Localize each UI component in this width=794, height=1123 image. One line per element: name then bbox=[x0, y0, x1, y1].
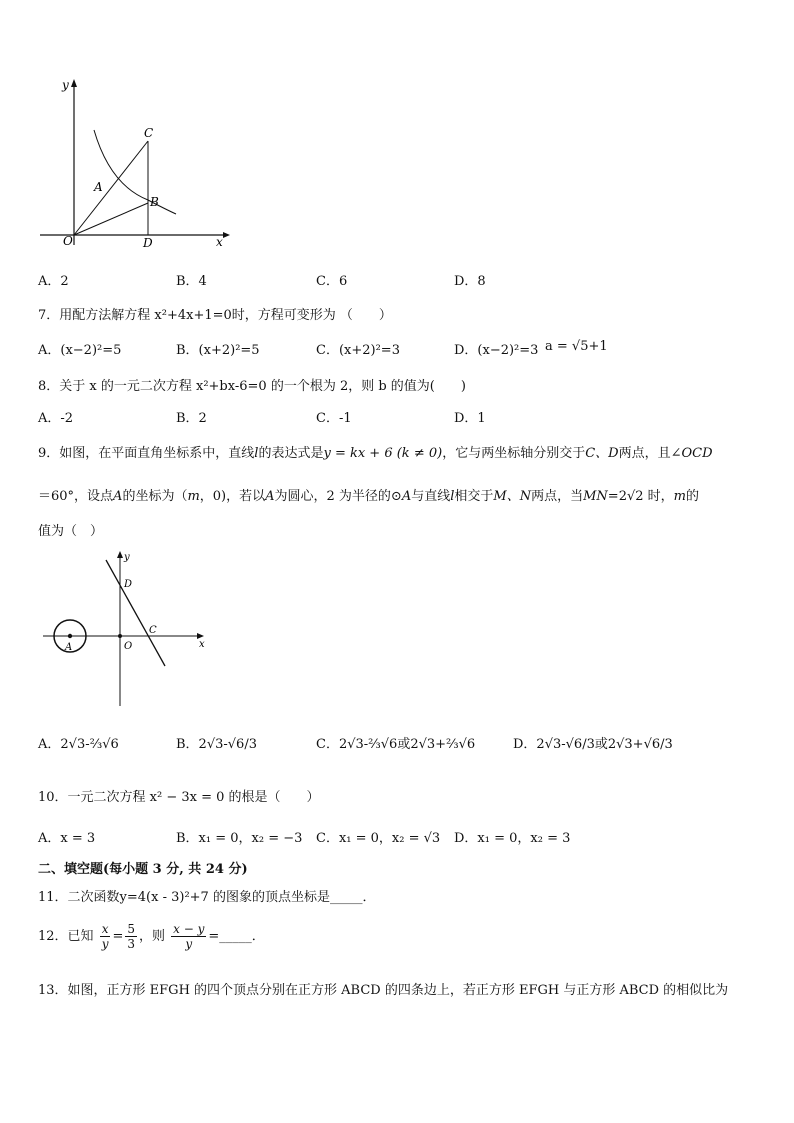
q9-point-a: A bbox=[401, 489, 412, 504]
q6-option-a[interactable]: A．2 bbox=[38, 274, 69, 289]
q12-fraction-x-over-y bbox=[100, 922, 111, 951]
q9-text: 的 bbox=[685, 489, 699, 504]
q9-points-cd: C、D bbox=[585, 446, 619, 461]
q9-line-2 bbox=[38, 485, 699, 504]
q12-text: ，则 bbox=[139, 929, 166, 944]
q9-var-m: m bbox=[187, 489, 200, 504]
q7-option-a[interactable]: A．(x−2)²=5 bbox=[38, 343, 122, 358]
fig1-label-c: C bbox=[144, 126, 154, 140]
q9-text: 相交于 bbox=[454, 489, 494, 504]
figure-hyperbola-triangle bbox=[30, 75, 230, 255]
q12-numerator: x bbox=[101, 922, 109, 936]
q8-stem: 8．关于 x 的一元二次方程 x²+bx-6=0 的一个根为 2，则 b 的值为( ) bbox=[38, 379, 466, 394]
q9-point-a: A bbox=[113, 489, 123, 504]
q6-option-d[interactable]: D．8 bbox=[454, 274, 486, 289]
q9-text: 两点，且∠ bbox=[618, 446, 682, 461]
fig1-label-d: D bbox=[143, 236, 153, 250]
q9-var-l: l bbox=[254, 446, 259, 461]
q6-option-c[interactable]: C．6 bbox=[316, 274, 348, 289]
q7-option-c[interactable]: C．(x+2)²=3 bbox=[316, 343, 400, 358]
q9-option-d[interactable]: D．2√3-√6/3或2√3+√6/3 bbox=[513, 737, 673, 752]
q7-extra-formula: a = √5+1 bbox=[545, 339, 608, 354]
q9-expression: y = kx + 6 (k ≠ 0) bbox=[323, 446, 443, 461]
fig1-label-b: B bbox=[150, 195, 159, 209]
q8-option-c[interactable]: C．-1 bbox=[316, 411, 352, 426]
q8-option-a[interactable]: A．-2 bbox=[38, 411, 74, 426]
fig1-label-a: A bbox=[94, 180, 103, 194]
q11-stem: 11．二次函数y=4(x - 3)²+7 的图象的顶点坐标是_____． bbox=[38, 890, 376, 905]
fig2-label-c: C bbox=[149, 625, 157, 636]
q9-text: =2√2 时， bbox=[607, 489, 674, 504]
q9-text: 的表达式是 bbox=[258, 446, 324, 461]
q8-option-d[interactable]: D．1 bbox=[454, 411, 486, 426]
q7-stem: 7．用配方法解方程 x²+4x+1=0时，方程可变形为 （ ） bbox=[38, 308, 392, 323]
q12-denominator: y bbox=[101, 937, 109, 951]
fig2-label-x: x bbox=[199, 639, 205, 650]
q9-points-mn: M、N bbox=[493, 489, 532, 504]
q12-denominator: 3 bbox=[127, 937, 136, 951]
q9-text: 为圆心，2 为半径的⊙ bbox=[274, 489, 402, 504]
q9-var-m: m bbox=[673, 489, 686, 504]
q10-option-d[interactable]: D．x₁ = 0，x₂ = 3 bbox=[454, 831, 571, 846]
fig2-label-o: O bbox=[124, 641, 133, 652]
q12-fraction-5-over-3 bbox=[125, 922, 137, 951]
q12-answer-blank[interactable]: =_____． bbox=[208, 929, 265, 944]
q7-option-b[interactable]: B．(x+2)²=5 bbox=[176, 343, 260, 358]
q12-fraction-target bbox=[171, 922, 206, 951]
q9-angle-ocd: OCD bbox=[681, 446, 713, 461]
q10-option-c[interactable]: C．x₁ = 0，x₂ = √3 bbox=[316, 831, 441, 846]
fig1-label-y: y bbox=[62, 78, 69, 92]
q12-stem: 12．已知 $\frac{x}{y}$ = $\frac{5}{3}$ ，则 $\frac{x - y}{y}$ =_____． bbox=[38, 922, 265, 951]
q9-line-3: 值为（ ） bbox=[38, 524, 104, 539]
q9-text: ，它与两坐标轴分别交于 bbox=[442, 446, 586, 461]
q9-text: 两点，当 bbox=[531, 489, 584, 504]
fig2-label-a: A bbox=[65, 642, 73, 653]
q9-point-a: A bbox=[265, 489, 275, 504]
q9-text: 的坐标为（ bbox=[122, 489, 188, 504]
q9-line-1 bbox=[38, 442, 713, 461]
q10-option-a[interactable]: A．x = 3 bbox=[38, 831, 96, 846]
q12-numerator: x − y bbox=[173, 922, 205, 936]
q10-stem: 10．一元二次方程 x² − 3x = 0 的根是（ ） bbox=[38, 790, 320, 805]
q9-mn: MN bbox=[583, 489, 608, 504]
q9-var-l: l bbox=[450, 489, 455, 504]
q9-option-c[interactable]: C．2√3-⅔√6或2√3+⅔√6 bbox=[316, 737, 476, 752]
q9-text: 9．如图，在平面直角坐标系中，直线 bbox=[38, 446, 255, 461]
fig1-label-x: x bbox=[216, 235, 223, 249]
q9-option-a[interactable]: A．2√3-⅔√6 bbox=[38, 737, 119, 752]
q9-text: 与直线 bbox=[411, 489, 451, 504]
section-heading-fill-blank: 二、填空题(每小题 3 分, 共 24 分) bbox=[38, 862, 248, 877]
q7-option-d[interactable]: D．(x−2)²=3 bbox=[454, 343, 539, 358]
q10-option-b[interactable]: B．x₁ = 0，x₂ = −3 bbox=[176, 831, 303, 846]
q8-option-b[interactable]: B．2 bbox=[176, 411, 207, 426]
fig1-label-o: O bbox=[63, 234, 73, 248]
q9-text: ，0)，若以 bbox=[199, 489, 266, 504]
q6-option-b[interactable]: B．4 bbox=[176, 274, 207, 289]
q9-text: ＝60°，设点 bbox=[38, 489, 114, 504]
q12-denominator: y bbox=[185, 937, 193, 951]
fig2-label-d: D bbox=[124, 579, 133, 590]
q9-option-b[interactable]: B．2√3-√6/3 bbox=[176, 737, 257, 752]
q12-numerator: 5 bbox=[127, 922, 136, 936]
fig2-label-y: y bbox=[124, 552, 130, 563]
q12-text: 12．已知 bbox=[38, 929, 94, 944]
q13-stem: 13．如图，正方形 EFGH 的四个顶点分别在正方形 ABCD 的四条边上，若正方形 EFGH 与正方形 ABCD 的相似比为 bbox=[38, 983, 729, 998]
figure-line-circle bbox=[38, 548, 218, 713]
